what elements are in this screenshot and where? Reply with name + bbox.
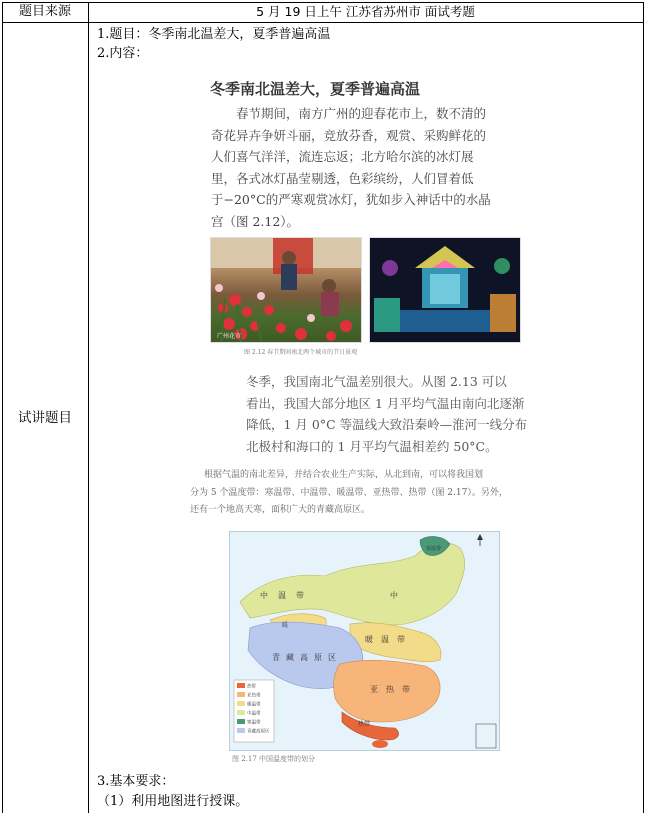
textbook-title: 冬季南北温差大，夏季普遍高温: [210, 80, 421, 98]
para3-line: 分为 5 个温度带：寒温带、中温带、暖温带、亚热带、热带（图 2.17）。另外，: [190, 487, 508, 498]
para1-line: 人们喜气洋洋，流连忘返；北方哈尔滨的冰灯展: [211, 149, 474, 164]
map-label-mid: 中温带: [260, 591, 314, 600]
map-label-mid-east: 中: [390, 591, 398, 600]
table-top-border: [2, 2, 643, 3]
map-label-tropical: 热带: [358, 721, 371, 728]
textbook-paragraph-1: [211, 103, 531, 232]
para1-line: 奇花异卉争妍斗丽，竞放芬香，观赏、采购鲜花的: [211, 127, 487, 143]
header-bottom-border: [2, 22, 643, 23]
south-sea-inset: [476, 724, 496, 748]
map-label-warm-west: 暖: [282, 622, 289, 629]
temperature-zone-map: [229, 531, 500, 751]
map-region-hainan: [372, 740, 388, 748]
content-label: 2.内容：: [97, 46, 149, 61]
legend-label-subtropical: 亚热带: [247, 693, 261, 699]
legend-label-tropical: 热带: [247, 684, 256, 690]
map-caption: 图 2.17 中国温度带的划分: [232, 755, 316, 763]
legend-swatch-tropical: [237, 683, 245, 688]
map-label-cold: 寒温带: [426, 546, 442, 552]
topic-line: 1.题目：冬季南北温差大，夏季普遍高温: [97, 27, 331, 42]
legend-label-mid: 中温带: [247, 711, 261, 717]
para3-line: 根据气温的南北差异，并结合农业生产实际，从北到南，可以将我国划: [204, 470, 484, 480]
map-label-plateau: 青藏高原区: [272, 653, 342, 662]
row-label-lecture-topic: 试讲题目: [18, 410, 72, 426]
para2-line: 看出，我国大部分地区 1 月平均气温由南向北逐渐: [246, 395, 525, 411]
legend-swatch-subtropical: [237, 692, 245, 697]
table-left-border: [2, 2, 3, 813]
requirement-1: （1）利用地图进行授课。: [97, 794, 249, 809]
flower-market-photo: [210, 237, 362, 343]
map-label-warm: 暖温带: [365, 635, 413, 644]
para1-line: 里，各式冰灯晶莹剔透，色彩缤纷，人们冒着低: [211, 170, 474, 186]
legend-swatch-mid: [237, 710, 245, 715]
para1-line: 宫（图 2.12）。: [211, 213, 300, 229]
para1-line: 春节期间，南方广州的迎春花市上，数不清的: [236, 106, 487, 121]
legend-label-plateau: 青藏高原区: [247, 729, 270, 735]
legend-swatch-cold: [237, 719, 245, 724]
requirements-heading: 3.基本要求：: [97, 774, 175, 789]
column-divider: [88, 2, 89, 813]
para2-line: 冬季，我国南北气温差别很大。从图 2.13 可以: [246, 374, 507, 389]
para3-line: 还有一个地高天寒，面积广大的青藏高原区。: [190, 505, 371, 515]
header-exam-title: 5 月 19 日上午 江苏省苏州市 面试考题: [256, 4, 475, 19]
map-label-subtropical: 亚热带: [370, 685, 418, 694]
photo-caption: 图 2.12 春节期间南北两个城市的节日景观: [244, 349, 358, 356]
para2-line: 降低，1 月 0°C 等温线大致沿秦岭—淮河一线分布: [246, 417, 528, 432]
textbook-paragraph-3: [190, 467, 530, 520]
header-source-label: 题目来源: [18, 4, 71, 19]
legend-swatch-warm: [237, 701, 245, 706]
ice-lantern-photo: [369, 237, 521, 343]
legend-swatch-plateau: [237, 728, 245, 733]
para1-line: 于−20°C的严寒观赏冰灯，犹如步入神话中的水晶: [211, 192, 491, 207]
flower-market-photo-label: 广州花市: [217, 333, 242, 340]
legend-label-cold: 寒温带: [247, 720, 261, 726]
table-right-border: [643, 2, 644, 813]
para2-line: 北极村和海口的 1 月平均气温相差约 50°C。: [246, 438, 498, 454]
textbook-paragraph-2: [246, 371, 546, 457]
legend-label-warm: 暖温带: [247, 702, 261, 708]
